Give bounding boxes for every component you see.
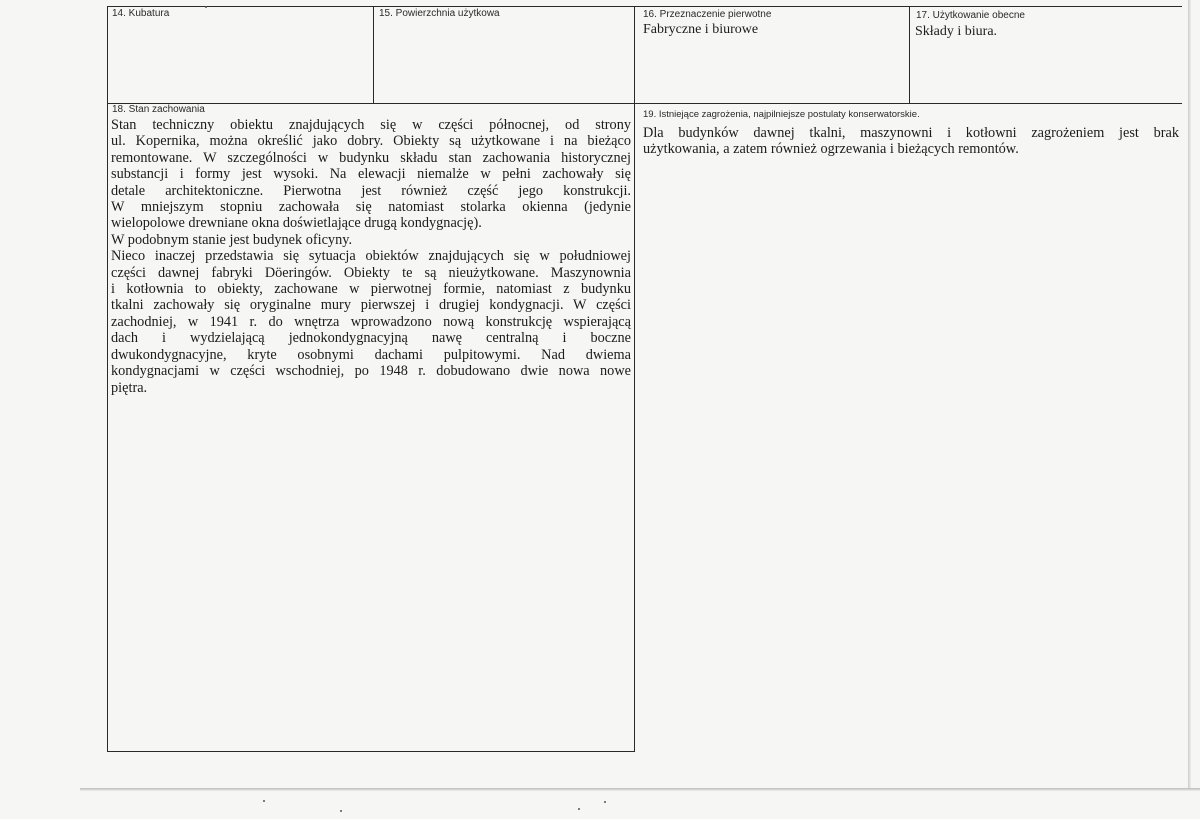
bottom-border <box>107 751 635 752</box>
row-divider <box>107 103 1182 104</box>
field-18-line: Nieco inaczej przedstawia się sytuacja obiektów znajdujących się w południowej <box>111 248 631 265</box>
field-18-line: Stan techniczny obiektu znajdujących się w części północnej, od strony <box>111 117 631 133</box>
field-18-text <box>111 117 631 396</box>
field-15-label: 15. Powierzchnia użytkowa <box>379 8 500 19</box>
scan-speck <box>340 810 342 812</box>
field-16-value: Fabryczne i biurowe <box>643 22 759 37</box>
field-18-line: wielopolowe drewniane okna doświetlające drugą kondygnację). <box>111 215 482 232</box>
field-18-line: zachodniej, w 1941 r. do wnętrza wprowadzono nową konstrukcję wspierającą <box>111 313 631 330</box>
field-17-label: 17. Użytkowanie obecne <box>916 10 1025 21</box>
field-18-line: części dawnej fabryki Döeringów. Obiekty te są nieużytkowane. Maszynownia <box>111 264 631 281</box>
field-18-line: dwukondygnacyjne, kryte osobnymi dachami pulpitowymi. Nad dwiema <box>111 346 631 363</box>
scan-speck <box>205 6 207 8</box>
field-18-label: 18. Stan zachowania <box>112 104 205 115</box>
field-18-line: remontowane. W szczególności w budynku składu stan zachowania historycznej <box>111 149 631 166</box>
field-16-label: 16. Przeznaczenie pierwotne <box>643 9 772 20</box>
top-border <box>107 6 1182 7</box>
field-18-line: W podobnym stanie jest budynek oficyny. <box>111 231 353 248</box>
field-18-line: W mniejszym stopniu zachowała się natomiast stolarka okienna (jedynie <box>111 199 631 216</box>
scan-speck <box>604 801 606 803</box>
field-18-line: dach i wydzielającą jednokondygnacyjną nawę centralną i boczne <box>111 330 631 347</box>
field-19-label: 19. Istniejące zagrożenia, najpilniejsze postulaty konserwatorskie. <box>643 109 920 120</box>
col-divider-17 <box>909 6 910 103</box>
field-18-line: ul. Kopernika, można określić jako dobry. Obiekty są użytkowane i na bieżąco <box>111 133 631 150</box>
field-18-line: i kotłownia to obiekty, zachowane w pierwotnej formie, natomiast z budynku <box>111 281 631 298</box>
field-18-line: substancji i formy jest wysoki. Na elewacji niemalże w pełni zachowały się <box>111 166 631 183</box>
scan-speck <box>578 808 580 810</box>
col-divider-main <box>634 6 635 751</box>
field-18-line: piętra. <box>111 379 148 396</box>
col-divider-15 <box>373 6 374 103</box>
left-border <box>107 6 108 751</box>
field-19-line: Dla budynków dawnej tkalni, maszynowni i kotłowni zagrożeniem jest brak <box>643 125 1179 141</box>
field-18-line: detale architektoniczne. Pierwotna jest również część jego konstrukcji. <box>111 182 631 199</box>
page-right-edge <box>1188 0 1191 788</box>
scan-speck <box>263 800 265 802</box>
field-14-label: 14. Kubatura <box>112 8 170 19</box>
field-19-line: użytkowania, a zatem również ogrzewania i bieżących remontów. <box>643 141 1019 158</box>
field-18-line: tkalni zachowały się oryginalne mury pierwszej i drugiej kondygnacji. W części <box>111 297 631 314</box>
page-bottom-edge <box>80 788 1200 791</box>
field-17-value: Składy i biura. <box>915 24 998 39</box>
field-18-line: kondygnacjami w części wschodniej, po 1948 r. dobudowano dwie nowa nowe <box>111 363 631 380</box>
field-19-text <box>643 125 1179 158</box>
